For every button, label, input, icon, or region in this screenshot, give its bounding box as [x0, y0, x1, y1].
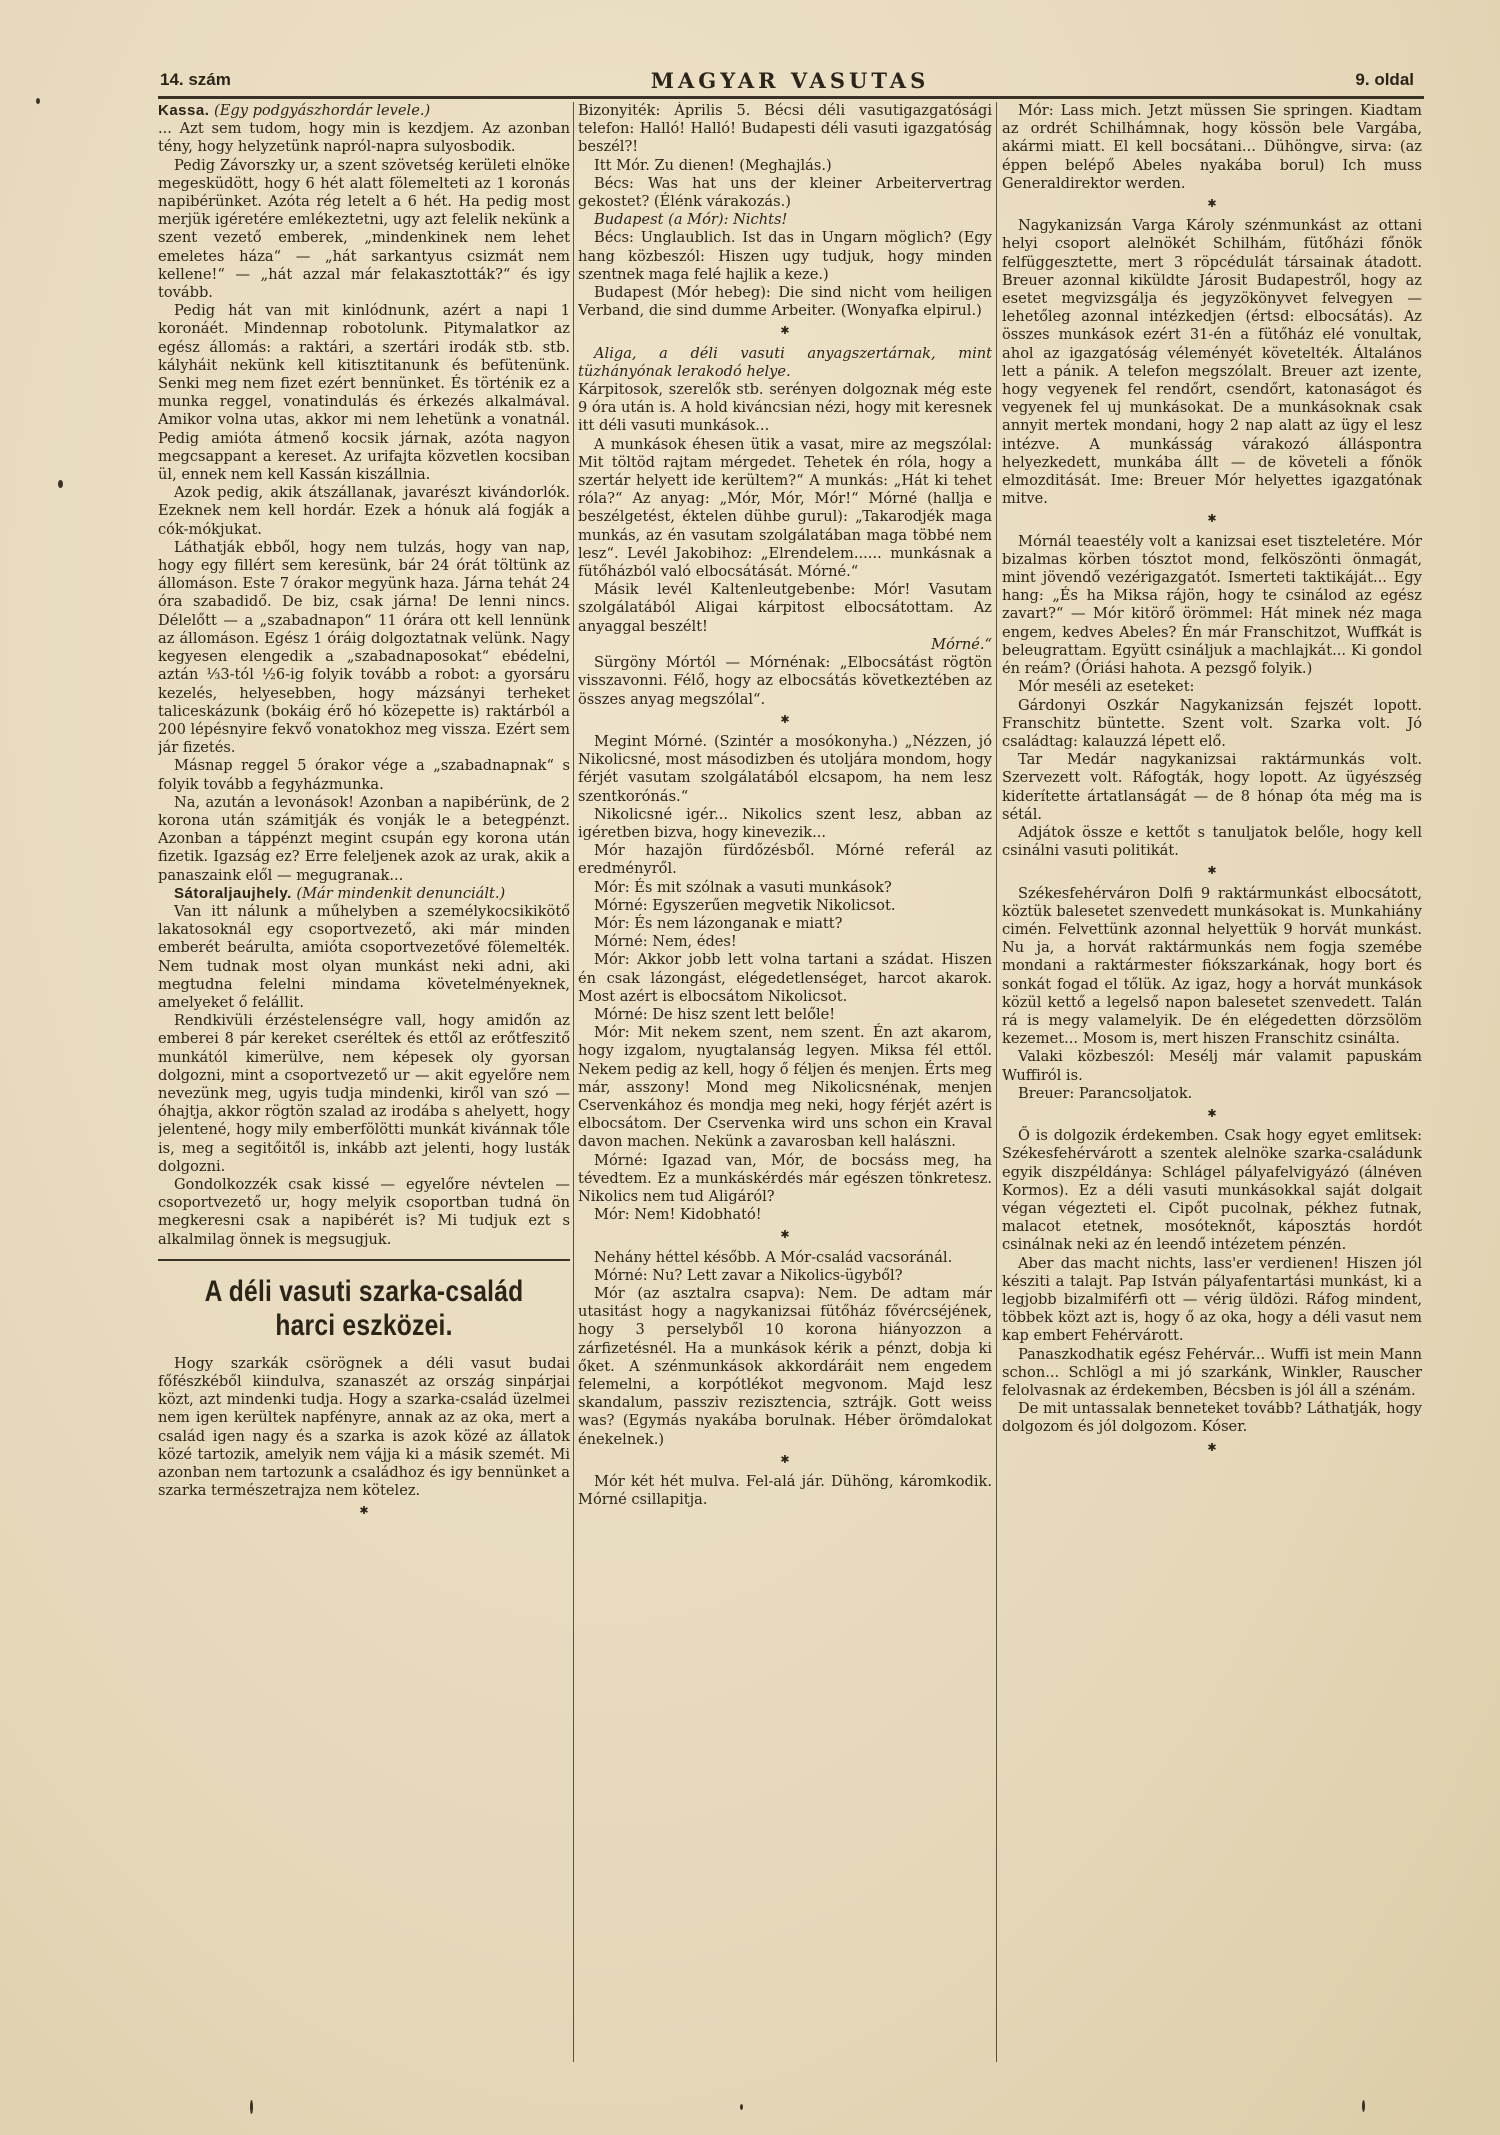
- paragraph: Mórné: Igazad van, Mór, de bocsáss meg, ha tévedtem. Ez a munkáskérdés már egészen tönkretesz. Nikolics nem tud Aligáról?: [578, 1151, 992, 1205]
- page-header: [150, 66, 1430, 94]
- separator-mark: ✱: [780, 1228, 790, 1242]
- kassa-place: Kassa.: [158, 102, 210, 119]
- ink-mark: [740, 2104, 743, 2110]
- paragraph: Tar Medár nagykanizsai raktármunkás volt. Szervezett volt. Ráfogták, hogy lopott. Az ügyészség kiderítette ártatlanságát — de 8 hónap óta még ma is sétál.: [1002, 751, 1422, 823]
- column-1: [158, 102, 570, 2082]
- paragraph: Kárpitosok, szerelők stb. serényen dolgoznak még este 9 óra után is. A hold kiváncsian nézi, hogy mit keresnek itt déli vasuti munkások...: [578, 381, 992, 435]
- headline-rule: [158, 1259, 570, 1261]
- paragraph: Valaki közbeszól: Mesélj már valamit papuskám Wuffiról is.: [1002, 1048, 1422, 1084]
- separator-mark: ✱: [1207, 197, 1217, 211]
- paragraph: ... Azt sem tudom, hogy min is kezdjem. Az azonban tény, hogy helyzetünk napról-napra sulyosbodik.: [158, 120, 570, 156]
- paragraph: Itt Mór. Zu dienen! (Meghajlás.): [594, 156, 832, 174]
- column-3: [1002, 102, 1422, 2082]
- issue-number: 14. szám: [160, 70, 231, 89]
- paragraph: Azok pedig, akik átszállanak, javarészt kivándorlók. Ezeknek nem kell hordár. Ezek a hónuk alá fogják a cók-mókjukat.: [158, 484, 570, 538]
- ink-mark: [1362, 2100, 1365, 2112]
- separator-mark: ✱: [1207, 512, 1217, 526]
- paragraph: Hogy szarkák csörögnek a déli vasut budai főfészkéből kiindulva, szanaszét az ország sinpárjai közt, azt mindenki tudja. Hogy a szarka-család üzelmei nem igen kerültek napfényre, annak az az oka, mert a család igen nagy és a szarka is azok közé az állatok közé tartozik, amelyik nem vájja ki a másik szemét. Mi azonban nem tartozunk a családhoz és igy bennünket a szarka természetrajza nem kötelez.: [158, 1354, 570, 1500]
- paragraph: Mórné: De hisz szent lett belőle!: [594, 1005, 836, 1023]
- header-rule: [158, 96, 1424, 99]
- paragraph: De mit untassalak benneteket tovább? Láthatják, hogy dolgozom és jól dolgozom. Kóser.: [1002, 1400, 1422, 1436]
- paragraph: Sürgöny Mórtól — Mórnénak: „Elbocsátást rögtön visszavonni. Félő, hogy az elbocsátás következtében az összes anyag megszólal“.: [578, 654, 992, 708]
- kassa-heading: [158, 102, 570, 120]
- paragraph: Aber das macht nichts, lass'er verdienen! Hiszen jól késziti a talajt. Pap István pályafentartási munkást, ki a legjobb bizalmiférfi ott — vérig üldözi. Ráfog mindent, többek közt azt is, hogy ő az oka, hogy a déli vasut nem kap embert Fehérvárott.: [1002, 1254, 1422, 1345]
- ink-mark: [58, 480, 63, 488]
- separator-mark: ✱: [1207, 864, 1217, 878]
- paragraph: Bizonyiték: Április 5. Bécsi déli vasutigazgatósági telefon: Halló! Halló! Budapesti déli vasuti igazgatóság beszél?!: [578, 102, 992, 156]
- paragraph: Mór két hét mulva. Fel-alá jár. Dühöng, káromkodik. Mórné csillapitja.: [578, 1473, 992, 1509]
- paragraph: Mór meséli az eseteket:: [1018, 678, 1195, 696]
- paragraph: Nagykanizsán Varga Károly szénmunkást az ottani helyi csoport alelnökét Schilhám, fütőházi főnök felfüggesztette, mert 3 röpcédulát társainak átadott. Breuer azonnal kiküldte Járosit Budapestről, hogy az esetet megvizsgálja és jegyzökönyvet felvegyen — lehetőleg azonnal intézkedjen (értsd: elbocsátás). Az összes munkások ezért 31-én a fütőház elé vonultak, ahol az igazgatóság véleményét követelték. Általános lett a pánik. A telefon megszólalt. Breuer azt izente, hogy vegyenek fel rendőrt, csendőrt, katonaságot és vegyenek fel uj munkásokat. De a munkásoknak csak annyit mertek mondani, hogy 2 nap alatt az ügy el lesz intézve. A munkásság várakozó álláspontra helyezkedett, munkába állt — de követeli a főnök elmozditását. Ime: Breuer Mór helyettes igazgatónak mitve.: [1002, 217, 1422, 508]
- ink-mark: [36, 98, 40, 104]
- paragraph: Breuer: Parancsoljatok.: [1018, 1084, 1193, 1102]
- paragraph: Ő is dolgozik érdekemben. Csak hogy egyet emlitsek: Székesfehérvárott a szentek alelnöke szarka-családunk egyik diszpéldánya: Schlágel pályafelvigyázó (álnéven Kormos). Ez a déli vasuti munkásokkal saját dolgait végan végezteti el. Cipőt pucolnak, pékhez futnak, malacot etetnek, mosóteknőt, káposztás hordót csinálnak neki az én leendő intézetem pénzén.: [1002, 1127, 1422, 1254]
- paragraph: Mór: Mit nekem szent, nem szent. Én azt akarom, hogy izgalom, nyugtalanság legyen. Miksa fél ettől. Nekem pedig az kell, hogy ő féljen és menjen. Érts meg már, asszony! Mond meg Nikolicsnénak, menjen Cservenkához és mondja meg neki, hogy férjét azért is elbocsátom. Der Cservenka wird uns schon ein Kraval davon machen. Nekünk a zavarosban kell halászni.: [578, 1024, 992, 1151]
- paragraph: Van itt nálunk a műhelyben a személykocsikikötő lakatosoknál egy csoportvezető, aki már minden emberét beárulta, amióta csoportvezetővé fölemelték. Nem tudnak most olyan munkást neki adni, aki megtudna felelni mindama követelményeknek, amelyeket ő felállit.: [158, 902, 570, 1011]
- paragraph: Mór: Nem! Kidobható!: [594, 1206, 762, 1224]
- separator-mark: ✱: [780, 1452, 790, 1466]
- paragraph: Gárdonyi Oszkár Nagykanizsán fejszét lopott. Franschitz büntette. Szent volt. Szarka volt. Jó családtag: kalauzzá lépett elő.: [1002, 696, 1422, 750]
- paragraph: Budapest (a Mór): Nichts!: [594, 211, 788, 229]
- paragraph: A munkások éhesen ütik a vasat, mire az megszólal: Mit töltöd rajtam mérgedet. Tehetek én róla, hogy a szertár helyett ide kerültem?“ A munkás: „Hát ki tehet róla?“ Az anyag: „Mór, Mór, Mór!“ Mórné (hallja e beszélgetést, éktelen dühbe gurul): „Takarodjék maga munkás, az én vasutam szolgálatában maga többé nem lesz“. Levél Jakobihoz: „Elrendelem...... munkásnak a fütőházból való elbocsátását. Mórné.“: [578, 435, 992, 581]
- paragraph: Mórné: Egyszerűen megvetik Nikolicsot.: [594, 896, 896, 914]
- paragraph: Gondolkozzék csak kissé — egyelőre névtelen — csoportvezető ur, hogy melyik csoportban tudná ön megkeresni csak a napibérét is? Mi tudjuk ezt s alkalmilag önnek is megsugjuk.: [158, 1175, 570, 1248]
- ink-mark: [250, 2100, 253, 2114]
- page-number: 9. oldal: [1355, 70, 1414, 89]
- aliga-heading: Aliga, a déli vasuti anyagszertárnak, mint tüzhányónak lerakodó helye.: [578, 344, 992, 380]
- signature: Mórné.“: [931, 635, 992, 653]
- paragraph: Panaszkodhatik egész Fehérvár... Wuffi ist mein Mann schon... Schlögl a mi jó szarkánk, Winkler, Rauscher felolvasnak az érdekemben, Bécsben is jól áll a szénám.: [1002, 1345, 1422, 1400]
- paragraph: Na, azután a levonások! Azonban a napibérünk, de 2 korona után számitják és vonják le a betegpénzt. Azonban a táppénzt megint csupán egy korona után fizetik. Igazság ez? Erre feleljenek azok az urak, akik a panaszaink elől — megugranak...: [158, 793, 570, 884]
- paragraph: Másnap reggel 5 órakor vége a „szabadnapnak“ s folyik tovább a fegyházmunka.: [158, 757, 570, 793]
- paragraph: Bécs: Unglaublich. Ist das in Ungarn möglich? (Egy hang közbeszól: Hiszen ugy tudjuk, hogy minden szentnek maga felé hajlik a keze.): [578, 229, 992, 283]
- paragraph: Mórnál teaestély volt a kanizsai eset tiszteletére. Mór bizalmas körben tósztot mond, felköszönti önmagát, mint jövendő vezérigazgatót. Ismerteti taktikáját... Egy hang: „És ha Miksa rájön, hogy te csinálod az egész zavart?“ — Mór kitörő örömmel: Hát minek néz maga engem, kedves Abeles? Én már Franschitzot, Wuffkát is beleugrattam. Együtt csináljuk a machlajkát... Ki gondol én reám? (Óriási hahota. A pezsgő folyik.): [1002, 532, 1422, 678]
- paragraph: Mórné: Nem, édes!: [594, 933, 737, 951]
- separator-mark: ✱: [780, 712, 790, 726]
- paragraph: Mórné: Nu? Lett zavar a Nikolics-ügyből?: [594, 1266, 903, 1284]
- separator-mark: ✱: [1207, 1106, 1217, 1120]
- satoralja-subtitle: (Már mindenkit denunciált.): [296, 884, 506, 902]
- kassa-subtitle: (Egy podgyászhordár levele.): [214, 102, 431, 119]
- paragraph: Másik levél Kaltenleutgebenbe: Mór! Vasutam szolgálatából Aligai kárpitost elbocsátottam. Az anyaggal beszélt!: [578, 581, 992, 635]
- paragraph: Mór (az asztalra csapva): Nem. De adtam már utasitást hogy a nagykanizsai fütőház fővércséjének, hogy 3 perselyből 10 korona hiányozzon a zárfizetésnél. Ha a munkások kérik a pénzt, dobja ki őket. A szénmunkások akkordáráit nem engedem felemelni, a korpótlékot megvonom. Majd lesz skandalum, passziv rezisztencia, sztrájk. Gott weiss was? (Egymás nyakába borulnak. Héber örömdalokat énekelnek.): [578, 1285, 992, 1448]
- paragraph: Megint Mórné. (Szintér a mosókonyha.) „Nézzen, jó Nikolicsné, most másodizben és utoljára mondom, hogy férjét vasutam szolgálatából elcsapom, ha nem lesz szentkorónás.“: [578, 732, 992, 805]
- column-2: [578, 102, 992, 2082]
- paragraph: Mór: És nem lázonganak e miatt?: [594, 914, 843, 932]
- satoralja-place: Sátoraljaujhely.: [174, 884, 292, 902]
- paragraph: Láthatják ebből, hogy nem tulzás, hogy van nap, hogy egy fillért sem keresünk, bár 24 órát töltünk az állomáson. Este 7 órakor megyünk haza. Járna tehát 24 óra szabadidő. De biz, csak járna! De lenni nincs. Délelőtt — a „szabadnapon“ 11 órára ott kell lennünk az állomáson. Egész 1 óráig dolgoztatnak velünk. Nagy kegyesen elengedik a „szabadnaposokat“ ebédelni, aztán ⅓3-tól ½6-ig folyik tovább a robot: a gyorsáru kezelés, helyesebben, hogy mázsányi terheket taliceskázunk (bokáig érő hó közepette is) raktárból a 200 lépésnyire fekvő vonatokhoz meg vissza. Ezért sem jár fizetés.: [158, 538, 570, 757]
- paragraph: Budapest (Mór hebeg): Die sind nicht vom heiligen Verband, die sind dumme Arbeiter. (Wonyafka elpirul.): [578, 284, 992, 320]
- paragraph: Rendkivüli érzéstelenségre vall, hogy amidőn az emberei 8 pár kereket cseréltek és ettől az erőtfeszitő munkától kimerülve, nem képesek oly gyorsan dolgozni, mint a csoportvezető ur — akit egyelőre nem nevezünk meg, ugyis tudja mindenki, kiről van szó — óhajtja, akkor rögtön szalad az irodába s ahelyett, hogy jelentené, hogy mily emberfölötti munkát kivánnak tőle is, meg a segitőitől is, inkább azt jelenti, hogy lusták dolgozni.: [158, 1012, 570, 1175]
- newspaper-title: MAGYAR VASUTAS: [650, 68, 930, 93]
- article-headline: A déli vasuti szarka-család harci eszközei.: [204, 1274, 524, 1342]
- paragraph: Mór: Akkor jobb lett volna tartani a szádat. Hiszen én csak lázongást, elégedetlenséget, harcot akarok. Most azért is elbocsátom Nikolicsot.: [578, 951, 992, 1005]
- column-divider-1: [573, 102, 574, 2062]
- separator-mark: ✱: [780, 324, 790, 338]
- paragraph: Bécs: Was hat uns der kleiner Arbeitervertrag gekostet? (Élénk várakozás.): [578, 174, 992, 211]
- separator-mark: ✱: [1207, 1440, 1217, 1454]
- paragraph: Nehány héttel később. A Mór-család vacsoránál.: [594, 1248, 953, 1266]
- separator-mark: ✱: [359, 1504, 369, 1518]
- paragraph: Pedig hát van mit kinlódnunk, azért a napi 1 koronáét. Mindennap robotolunk. Pitymalatkor az egész állomás: a raktári, a szertári irodák stb. stb. kályháit nekünk kell kitisztitanunk és befütenünk. Senki meg nem fizet ezért bennünket. És történik ez a munka reggel, vonatindulás és érkezés alkalmával. Amikor volna utas, akkor mi nem lehetünk a vonatnál. Pedig amióta átmenő kocsik járnak, azóta nagyon megcsappant a kereset. Az urifajta közvetlen kocsiban ül, ennek nem kell Kassán kiszállnia.: [158, 302, 570, 484]
- paragraph: Nikolicsné igér... Nikolics szent lesz, abban az igéretben bizva, hogy kinevezik...: [578, 805, 992, 841]
- paragraph: Adjátok össze e kettőt s tanuljatok belőle, hogy kell csinálni vasuti politikát.: [1002, 823, 1422, 860]
- paragraph: Pedig Závorszky ur, a szent szövetség kerületi elnöke megesküdött, hogy 6 hét alatt fölemelteti az 1 koronás napibérünket. Azóta rég letelt a 6 hét. Ha pedig most merjük igéretére emlékeztetni, ugy azt felelik nekünk a szent vezető emberek, „mindenkinek nem lehet emeletes háza“ — „hát sarkantyus csizmát nem kellene!“ — „hát azzal már felakasztották?“ és igy tovább.: [158, 156, 570, 302]
- paragraph: Mór: És mit szólnak a vasuti munkások?: [594, 878, 892, 896]
- column-divider-2: [996, 102, 997, 2062]
- paragraph: Mór: Lass mich. Jetzt müssen Sie springen. Kiadtam az ordrét Schilhámnak, hogy kössön bele Vargába, akármi miatt. El kell bocsátani... Dühöngve, sirva: (az éppen belépő Abeles nyakába borul) Ich muss Generaldirektor werden.: [1002, 102, 1422, 192]
- paragraph: Székesfehérváron Dolfi 9 raktármunkást elbocsátott, köztük balesetet szenvedett munkásokat is. Munkahiány cimén. Felvettünk azonnal helyettük 9 horvát munkást. Nu ja, a horvát raktármunkás nem fogja szemébe mondani a raktármester fiókszarkának, hogy bort és sonkát fogad el tőlük. Az igaz, hogy a horvát munkások közül kettő a legelső napon balesetet szenvedett. Talán rá is megy valamelyik. De én elégedetten dörzsölöm kezemet... Mosom is, mert hiszen Franschitz csinálta.: [1002, 884, 1422, 1048]
- satoralja-heading: [158, 885, 570, 903]
- paragraph: Mór hazajön fürdőzésből. Mórné referál az eredményről.: [578, 842, 992, 878]
